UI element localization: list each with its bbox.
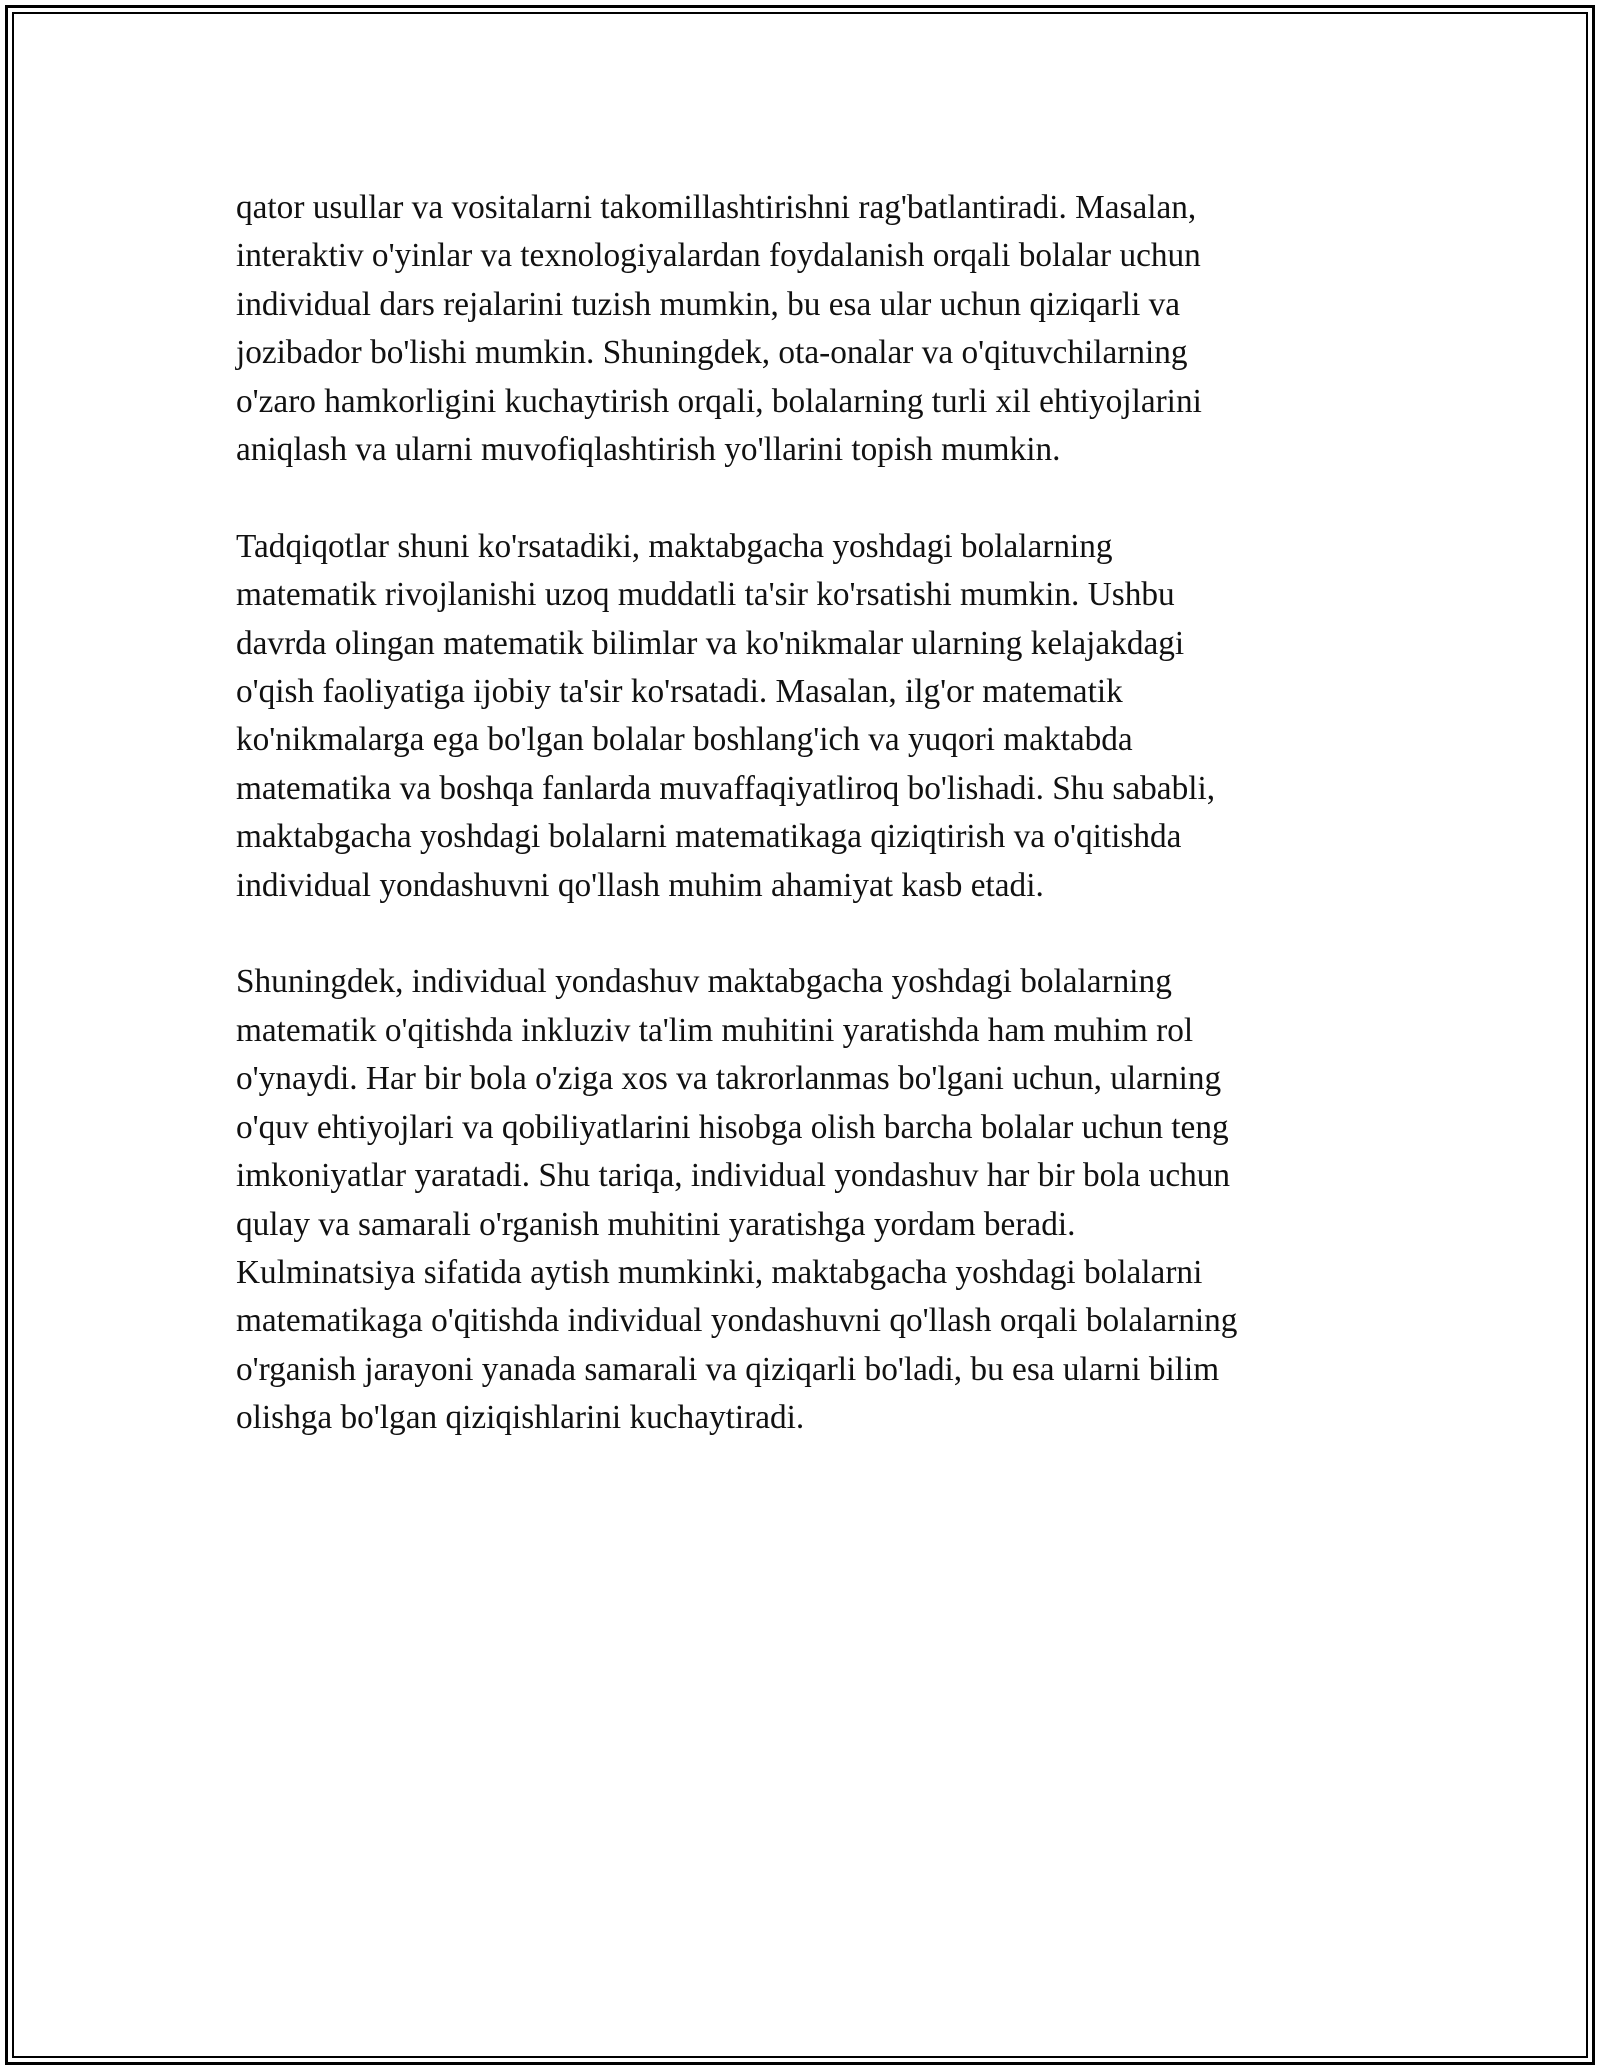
text-line: qator usullar va vositalarni takomillashtirishni rag'batlantiradi. Masalan, [236, 189, 1197, 226]
text-line: ko'nikmalarga ega bo'lgan bolalar boshlang'ich va yuqori maktabda [236, 721, 1133, 759]
text-line: aniqlash va ularni muvofiqlashtirish yo'llarini topish mumkin. [236, 431, 1061, 469]
text-line: o'ynaydi. Har bir bola o'ziga xos va takrorlanmas bo'lgani uchun, ularning [236, 1060, 1222, 1098]
text-line: o'qish faoliyatiga ijobiy ta'sir ko'rsatadi. Masalan, ilg'or matematik [236, 673, 1123, 711]
text-line: qulay va samarali o'rganish muhitini yaratishga yordam beradi. [236, 1205, 1076, 1243]
text-line: matematika va boshqa fanlarda muvaffaqiyatliroq bo'lishadi. Shu sababli, [236, 769, 1216, 807]
document-body [236, 184, 1356, 1443]
text-line: o'quv ehtiyojlari va qobiliyatlarini hisobga olish barcha bolalar uchun teng [236, 1108, 1229, 1146]
text-line: maktabgacha yoshdagi bolalarni matematikaga qiziqtirish va o'qitishda [236, 818, 1182, 856]
text-line: Tadqiqotlar shuni ko'rsatadiki, maktabgacha yoshdagi bolalarning [236, 527, 1113, 565]
text-line: Kulminatsiya sifatida aytish mumkinki, maktabgacha yoshdagi bolalarni [236, 1253, 1203, 1291]
text-line: olishga bo'lgan qiziqishlarini kuchaytiradi. [236, 1399, 805, 1437]
text-line: matematik o'qitishda inkluziv ta'lim muhitini yaratishda ham muhim rol [236, 1011, 1194, 1049]
text-line: davrda olingan matematik bilimlar va ko'nikmalar ularning kelajakdagi [236, 624, 1185, 662]
text-line: Shuningdek, individual yondashuv maktabgacha yoshdagi bolalarning [236, 963, 1172, 1001]
paragraph-1 [236, 184, 1356, 474]
text-line: interaktiv o'yinlar va texnologiyalardan foydalanish orqali bolalar uchun [236, 237, 1201, 275]
text-line: o'rganish jarayoni yanada samarali va qiziqarli bo'ladi, bu esa ularni bilim [236, 1350, 1220, 1388]
text-line: jozibador bo'lishi mumkin. Shuningdek, ota-onalar va o'qituvchilarning [236, 334, 1188, 372]
text-line: matematikaga o'qitishda individual yondashuvni qo'llash orqali bolalarning [236, 1302, 1238, 1340]
text-line: matematik rivojlanishi uzoq muddatli ta'sir ko'rsatishi mumkin. Ushbu [236, 576, 1175, 614]
text-line: o'zaro hamkorligini kuchaytirish orqali, bolalarning turli xil ehtiyojlarini [236, 382, 1202, 420]
paragraph-3 [236, 958, 1356, 1442]
text-line: imkoniyatlar yaratadi. Shu tariqa, individual yondashuv har bir bola uchun [236, 1157, 1231, 1195]
paragraph-2 [236, 523, 1356, 910]
text-line: individual yondashuvni qo'llash muhim ahamiyat kasb etadi. [236, 866, 1044, 904]
text-line: individual dars rejalarini tuzish mumkin, bu esa ular uchun qiziqarli va [236, 285, 1181, 323]
